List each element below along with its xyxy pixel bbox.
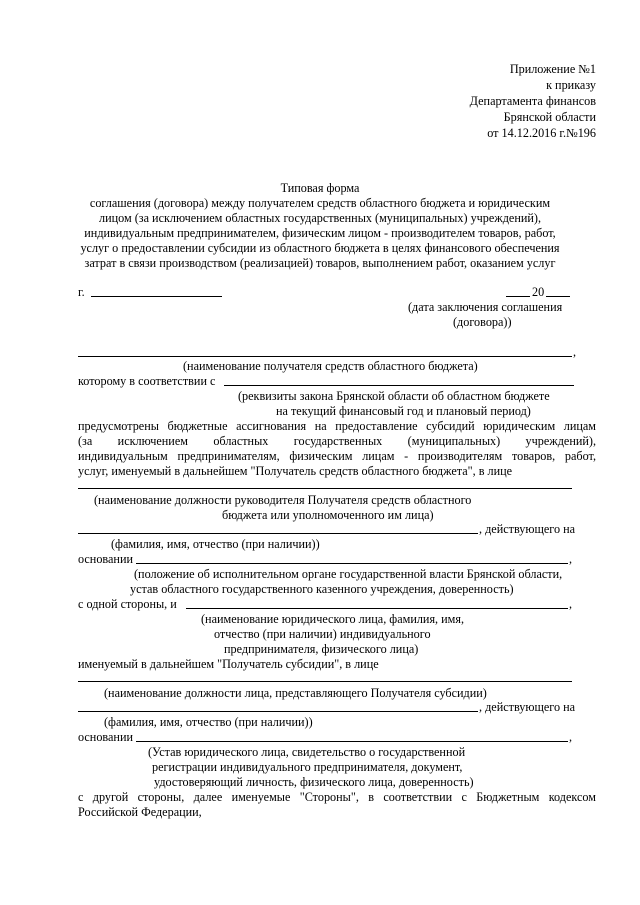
head-position-line <box>78 488 572 489</box>
head-basis-note-2: устав областного государственного казенного учреждения, доверенность) <box>130 582 514 596</box>
city-prefix: г. <box>78 285 85 299</box>
appendix-line-3: Департамента финансов <box>469 94 596 108</box>
subsidy-basis-note-3: удостоверяющий личность, физического лица, доверенность) <box>154 775 474 789</box>
recipient-name-line <box>78 356 572 357</box>
recipient-paragraph-line-1: предусмотрены бюджетные ассигнования на предоставление субсидий юридическим лицам <box>78 419 596 433</box>
year-blank-line-left <box>506 296 530 297</box>
according-to-label: которому в соответствии с <box>78 374 216 388</box>
subsidy-recipient-note-1: (наименование юридического лица, фамилия, имя, <box>201 612 465 626</box>
subsidy-fio-line <box>78 711 478 712</box>
subsidy-basis-note-2: регистрации индивидуального предпринимателя, документ, <box>152 760 463 774</box>
subsidy-fio-note: (фамилия, имя, отчество (при наличии)) <box>104 715 313 729</box>
law-note-2: на текущий финансовый год и плановый период) <box>276 404 531 418</box>
subsidy-recipient-note-2: отчество (при наличии) индивидуального <box>214 627 431 641</box>
recipient-paragraph-line-4: услуг, именуемый в дальнейшем "Получатель средств областного бюджета", в лице <box>78 464 513 478</box>
appendix-line-2: к приказу <box>546 78 596 92</box>
subsidy-acting-label: , действующего на <box>479 700 576 714</box>
other-side-line: с другой стороны, далее именуемые "Стороны", в соответствии с Бюджетным кодексом <box>78 790 596 804</box>
subsidy-recipient-note-3: предпринимателя, физического лица) <box>224 642 419 656</box>
head-fio-line <box>78 533 478 534</box>
one-side-label: с одной стороны, и <box>78 597 177 611</box>
recipient-comma: , <box>573 345 577 359</box>
title-line-4: услуг о предоставлении субсидии из областного бюджета в целях финансового обеспечения <box>80 241 560 255</box>
head-fio-note: (фамилия, имя, отчество (при наличии)) <box>111 537 320 551</box>
subsidy-basis-note-1: (Устав юридического лица, свидетельство о государственной <box>148 745 466 759</box>
head-acting-label: , действующего на <box>479 522 576 536</box>
recipient-name-note: (наименование получателя средств областного бюджета) <box>183 359 478 373</box>
subsidy-basis-label: основании <box>78 730 133 744</box>
city-blank-line <box>91 296 222 297</box>
head-position-note-2: бюджета или уполномоченного им лица) <box>222 508 434 522</box>
law-note-1: (реквизиты закона Брянской области об областном бюджете <box>238 389 550 403</box>
federation-line: Российской Федерации, <box>78 805 202 819</box>
recipient-paragraph-line-2: (за исключением областных государственных (муниципальных) учреждений), <box>78 434 596 448</box>
appendix-line-5: от 14.12.2016 г.№196 <box>487 126 596 140</box>
title-line-1: соглашения (договора) между получателем средств областного бюджета и юридическим <box>89 196 551 210</box>
subsidy-position-note: (наименование должности лица, представляющего Получателя субсидии) <box>104 686 487 700</box>
form-heading: Типовая форма <box>280 181 360 195</box>
subsidy-recipient-name-line <box>186 608 568 609</box>
subsidy-position-line <box>78 681 572 682</box>
date-note-1: (дата заключения соглашения <box>408 300 563 314</box>
law-details-line <box>224 385 574 386</box>
date-note-2: (договора)) <box>453 315 512 329</box>
appendix-line-4: Брянской области <box>503 110 596 124</box>
title-line-3: индивидуальным предпринимателем, физическим лицом - производителем товаров, работ, <box>84 226 556 240</box>
head-basis-label: основании <box>78 552 133 566</box>
head-position-note-1: (наименование должности руководителя Получателя средств областного <box>94 493 472 507</box>
head-basis-note-1: (положение об исполнительном органе государственной власти Брянской области, <box>134 567 563 581</box>
subsidy-basis-line <box>136 741 568 742</box>
recipient-paragraph-line-3: индивидуальным предпринимателям, физическим лицам - производителям товаров, работ, <box>78 449 596 463</box>
subsidy-basis-comma: , <box>569 730 573 744</box>
title-line-2: лицом (за исключением областных государственных (муниципальных) учреждений), <box>98 211 541 225</box>
one-side-comma: , <box>569 597 573 611</box>
head-basis-comma: , <box>569 552 573 566</box>
title-line-5: затрат в связи производством (реализацией) товаров, выполнением работ, оказанием услуг <box>84 256 556 270</box>
head-basis-line <box>136 563 568 564</box>
year-blank-line-right <box>546 296 570 297</box>
subsidy-recipient-named-label: именуемый в дальнейшем "Получатель субсидии", в лице <box>78 657 379 671</box>
appendix-line-1: Приложение №1 <box>509 62 596 76</box>
year-prefix: 20 <box>532 285 545 299</box>
